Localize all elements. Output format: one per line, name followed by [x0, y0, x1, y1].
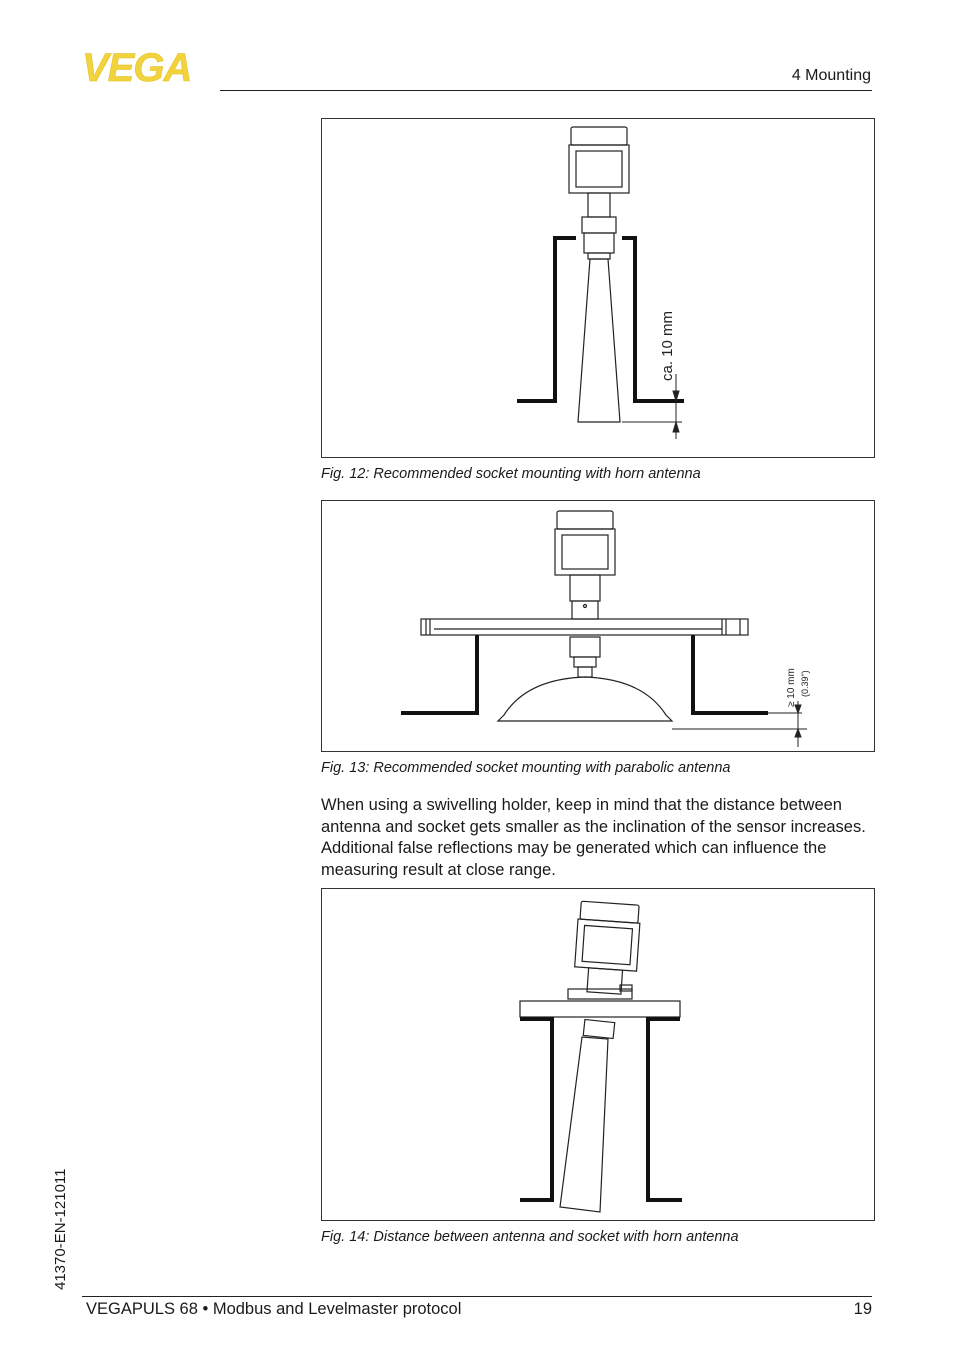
fig12-dimension-label: ca. 10 mm	[659, 310, 676, 381]
figure-13-caption: Fig. 13: Recommended socket mounting with parabolic antenna	[321, 760, 731, 776]
footer-rule	[82, 1296, 872, 1297]
section-title: 4 Mounting	[791, 67, 871, 84]
vega-logo	[82, 50, 212, 84]
page-number: 19	[853, 1300, 872, 1318]
body-paragraph: When using a swivelling holder, keep in mind that the distance between antenna and socket gets smaller as the inclination of the sensor increases. Additional false reflections may be generated which can influence the measuring result at close range.	[321, 796, 866, 879]
figure-12-caption: Fig. 12: Recommended socket mounting with horn antenna	[321, 466, 701, 482]
svg-text:VEGA: VEGA	[82, 50, 192, 84]
footer-product: VEGAPULS 68 • Modbus and Levelmaster protocol	[86, 1300, 462, 1318]
fig13-dimension-label: ≥ 10 mm	[786, 668, 797, 707]
header-rule	[220, 90, 872, 91]
figure-13	[321, 500, 875, 752]
fig13-dimension-sublabel: (0.39")	[800, 670, 810, 697]
figure-14-caption: Fig. 14: Distance between antenna and socket with horn antenna	[321, 1229, 739, 1245]
document-id: 41370-EN-121011	[52, 1168, 69, 1290]
figure-14	[321, 888, 875, 1221]
figure-12	[321, 118, 875, 458]
